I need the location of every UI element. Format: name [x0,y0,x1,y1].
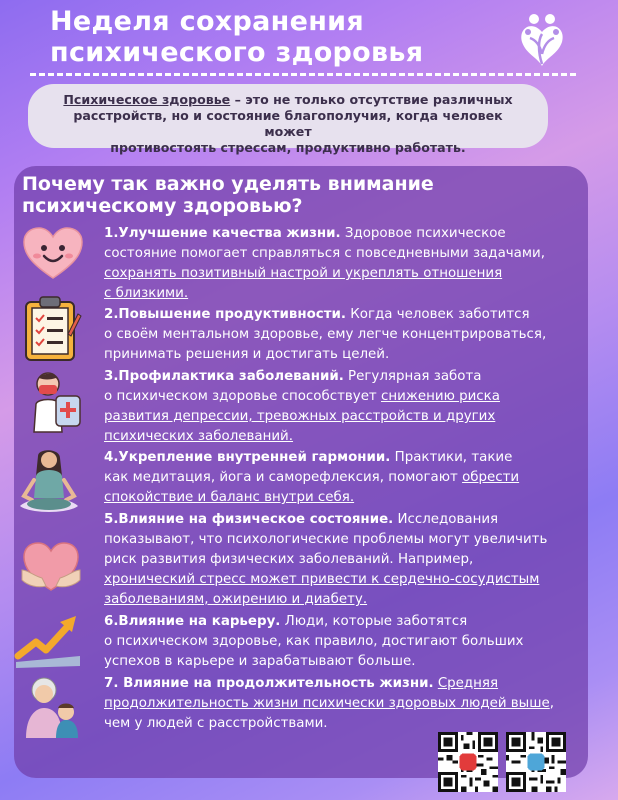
checklist-clipboard-icon [22,294,82,362]
item-4-title: 4.Укрепление внутренней гармонии. [104,450,391,465]
intro-line-2: расстройств, но и состояние благополучия, когда человек может [73,108,503,139]
item-1-text-2: состояние помогает справляться с повседневными задачами, [104,246,545,261]
item-6-text-2: о психическом здоровье, как правило, достигают больших [104,634,524,649]
list-item-3 [104,367,576,447]
qr-code-1[interactable] [438,732,498,792]
item-6-text-3: успехов в карьере и зарабатывают больше. [104,654,416,669]
item-4-text-2-link: обрести [462,470,520,485]
item-5-title: 5.Влияние на физическое состояние. [104,512,394,527]
list-item-7 [104,674,576,734]
item-3-title: 3.Профилактика заболеваний. [104,369,344,384]
item-2-text-1: Когда человек заботится [345,307,530,322]
qr-code-2[interactable] [506,732,566,792]
title-line-1: Неделя сохранения [50,6,365,37]
heading-line-1: Почему так важно уделять внимание [22,173,434,195]
page-title [50,6,470,68]
title-line-2: психического здоровья [50,37,424,68]
item-6-text-1: Люди, которые заботятся [280,614,468,629]
item-7-text-2: продолжительность жизни психически здоровых людей выше [104,696,550,711]
item-5-text-3: риск развития физических заболеваний. Например, [104,552,474,567]
doctor-icon [28,370,84,434]
list-item-5 [104,510,576,610]
item-5-text-4: хронический стресс может привести к сердечно-сосудистым [104,572,540,587]
item-4-text-3: спокойствие и баланс внутри себя. [104,490,355,505]
list-item-6 [104,612,576,672]
section-heading [22,173,462,217]
item-7-text-3: чем у людей с расстройствами. [104,716,328,731]
item-3-text-3: развития депрессии, тревожных расстройств и других [104,409,496,424]
item-7-text-1-link: Средняя [437,676,499,691]
item-4-text-1: Практики, такие [390,450,513,465]
item-3-text-1: Регулярная забота [343,369,482,384]
intro-line-3: противостоять стрессам, продуктивно работать. [110,140,466,155]
item-5-text-5: заболеваниям, ожирению и диабету. [104,592,368,607]
item-5-text-2: показывают, что психологические проблемы могут увеличить [104,532,548,547]
list-item-2 [104,305,576,365]
hands-holding-heart-icon [20,540,82,594]
dashed-divider [30,73,576,76]
qr-code-2-icon [506,732,566,792]
intro-term: Психическое здоровье [63,92,231,107]
smiling-heart-icon [22,226,84,280]
item-3-text-2: о психическом здоровье способствует [104,389,381,404]
item-1-text-4: с близкими. [104,286,189,301]
list-item-4 [104,448,576,508]
grandmother-child-icon [22,676,84,740]
item-7-text-2-rest: , [549,696,554,711]
item-3-text-4: психических заболеваний. [104,429,294,444]
item-3-text-2-link: снижению риска [381,389,500,404]
item-4-text-2: как медитация, йога и саморефлексия, помогают [104,470,463,485]
item-1-title: 1.Улучшение качества жизни. [104,226,341,241]
item-7-title: 7. Влияние на продолжительность жизни. [104,676,434,691]
intro-line-1 [50,92,526,108]
item-1-text-3: сохранять позитивный настрой и укреплять отношения [104,266,503,281]
growth-arrow-icon [14,612,84,668]
item-2-text-2: о своём ментальном здоровье, ему легче концентрироваться, [104,327,547,342]
tree-logo-icon [514,10,570,68]
item-1-text-1: Здоровое психическое [340,226,506,241]
qr-code-1-icon [438,732,498,792]
intro-line-1-rest: – это не только отсутствие различных [230,92,513,107]
heading-line-2: психическому здоровью? [22,195,303,217]
meditation-icon [16,446,82,518]
item-2-text-3: принимать решения и достигать целей. [104,347,390,362]
intro-definition [28,84,548,155]
list-item-1 [104,224,576,304]
item-2-title: 2.Повышение продуктивности. [104,307,346,322]
item-6-title: 6.Влияние на карьеру. [104,614,281,629]
item-5-text-1: Исследования [393,512,499,527]
